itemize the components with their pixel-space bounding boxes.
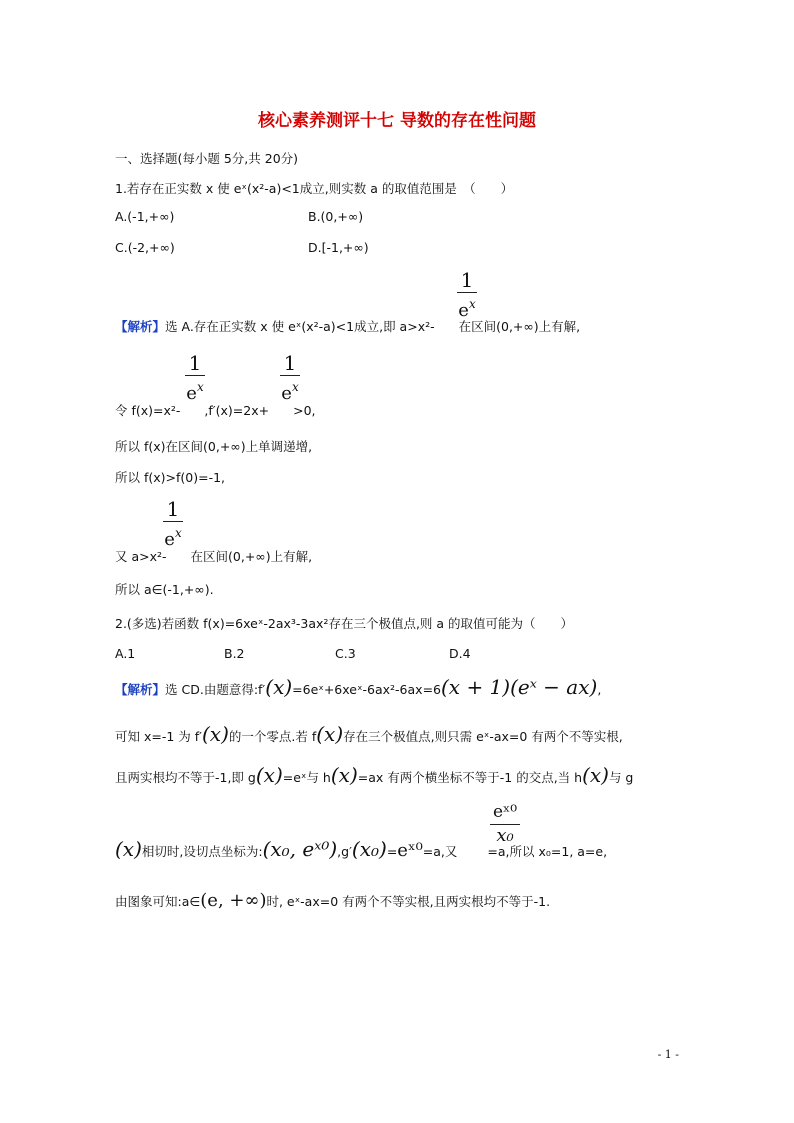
fraction-1-over-ex: 1 $e^x$ [281,351,299,404]
solution-2-line-2: 可知 x=-1 为 f′(x)的一个零点.若 f(x)存在三个极值点,则只需 eˣ-ax=0 有两个不等实根, [115,722,623,746]
page-title: 核心素养测评十七 导数的存在性问题 [258,111,536,131]
solution-tag: 【解析】 [115,319,166,334]
q1-option-b: B.(0,+∞) [308,209,364,224]
page-number: - 1 - [657,1048,679,1061]
q2-option-c: C.3 [335,646,356,661]
question-2-stem: 2.(多选)若函数 f(x)=6xeˣ-2ax³-3ax²存在三个极值点,则 a 的取值可能为（ ） [115,616,574,631]
solution-2-line-3: 且两实根均不等于-1,即 g(x)=eˣ与 h(x)=ax 有两个横坐标不等于-1 的交点,当 h(x)与 g [115,763,634,787]
fraction-1-over-ex: 1 $e^x$ [186,351,204,404]
fraction-1-over-ex: 1 $e^x$ [458,268,476,321]
q1-option-d: D.[-1,+∞) [308,240,369,255]
q2-option-d: D.4 [449,646,471,661]
section-heading: 一、选择题(每小题 5分,共 20分) [115,151,299,166]
solution-1-line-2: 令 f(x)=x²- ,f′(x)=2x+ >0, [115,403,316,418]
solution-1-line-4: 所以 f(x)>f(0)=-1, [115,470,226,485]
question-1-stem: 1.若存在正实数 x 使 eˣ(x²-a)<1成立,则实数 a 的取值范围是 （ ） [115,181,514,196]
fraction-1-over-ex: 1 $e^x$ [164,497,182,550]
fraction-ex0-over-x0: eˣ⁰ x₀ [488,800,522,847]
q1-option-a: A.(-1,+∞) [115,209,175,224]
q2-option-a: A.1 [115,646,136,661]
solution-2-line-5: 由图象可知:a∈(e, +∞)时, eˣ-ax=0 有两个不等实根,且两实根均不等于-1. [115,890,551,911]
solution-1-line-1: 【解析】选 A.存在正实数 x 使 eˣ(x²-a)<1成立,即 a>x²- 在区间(0,+∞)上有解, [115,319,581,334]
solution-1-line-3: 所以 f(x)在区间(0,+∞)上单调递增, [115,439,313,454]
solution-2-line-1: 【解析】选 CD.由题意得:f′(x)=6eˣ+6xeˣ-6ax²-6ax=6(x + 1)(eˣ − ax), [115,675,602,699]
solution-tag: 【解析】 [115,682,166,697]
solution-1-line-5: 又 a>x²- 在区间(0,+∞)上有解, [115,549,313,564]
q2-option-b: B.2 [224,646,245,661]
solution-1-line-6: 所以 a∈(-1,+∞). [115,582,214,597]
solution-2-line-4: (x)相切时,设切点坐标为:(x₀, eˣ⁰),g′(x₀)=eˣ⁰=a,又 =a,所以 x₀=1, a=e, [115,837,608,861]
q1-option-c: C.(-2,+∞) [115,240,175,255]
